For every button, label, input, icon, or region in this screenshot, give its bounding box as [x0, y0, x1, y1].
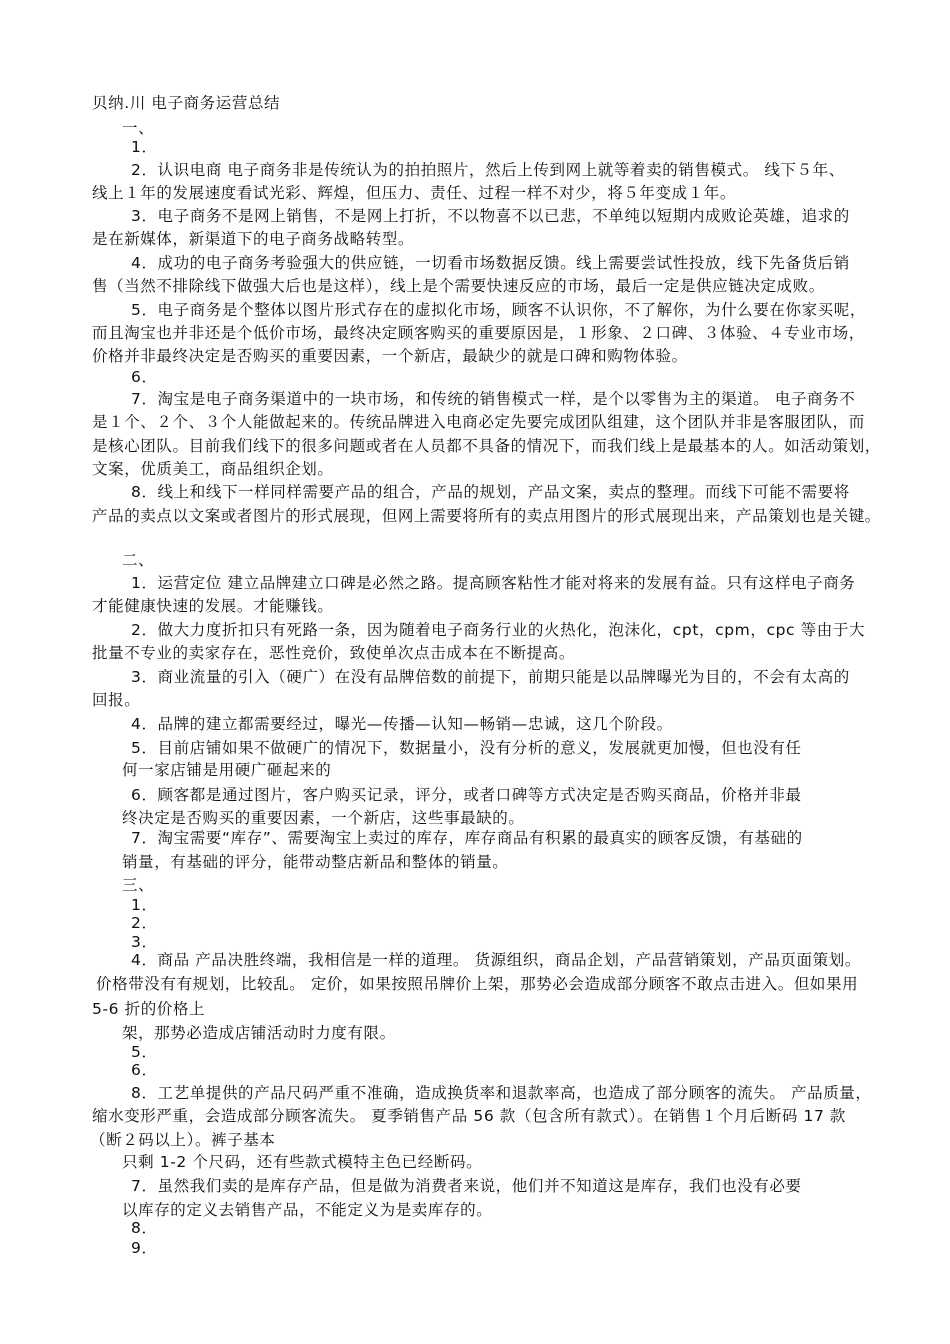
text-line: 3．商业流量的引入（硬广）在没有品牌倍数的前提下，前期只能是以品牌曝光为目的，不会有太高的 — [131, 668, 850, 686]
text-line: 是１个、２个、３个人能做起来的。传统品牌进入电商必定先要完成团队组建，这个团队并非是客服团队，而 — [92, 413, 865, 431]
text-line: 缩水变形严重，会造成部分顾客流失。 夏季销售产品 56 款（包含所有款式）。在销售１个月后断码 17 款 — [92, 1107, 847, 1125]
document-title: 贝纳.川 电子商务运营总结 — [92, 94, 281, 112]
text-line: 6．顾客都是通过图片，客户购买记录，评分，或者口碑等方式决定是否购买商品，价格并非最 — [131, 786, 802, 804]
text-line: 1． — [131, 138, 158, 156]
text-line: 5．电子商务是个整体以图片形式存在的虚拟化市场，顾客不认识你，不了解你，为什么要在你家买呢， — [131, 301, 866, 319]
text-line: 4．成功的电子商务考验强大的供应链，一切看市场数据反馈。线上需要尝试性投放，线下先备货后销 — [131, 254, 850, 272]
text-line: 3． — [131, 933, 158, 951]
text-line: 4．品牌的建立都需要经过，曝光—传播—认知—畅销—忠诚，这几个阶段。 — [131, 715, 673, 733]
section-heading-3: 三、 — [122, 876, 155, 894]
text-line: 是在新媒体，新渠道下的电子商务战略转型。 — [92, 230, 415, 248]
text-line: 7．淘宝需要“库存”、需要淘宝上卖过的库存，库存商品有积累的最真实的顾客反馈，有基础的 — [131, 829, 803, 847]
text-line: 5． — [131, 1043, 158, 1061]
text-line: 以库存的定义去销售产品，不能定义为是卖库存的。 — [122, 1201, 493, 1219]
text-line: 销量，有基础的评分，能带动整店新品和整体的销量。 — [122, 853, 509, 871]
text-line: 9． — [131, 1239, 158, 1257]
text-line: 线上１年的发展速度看试光彩、辉煌，但压力、责任、过程一样不对少，将５年变成１年。 — [92, 184, 737, 202]
text-line: 2．做大力度折扣只有死路一条，因为随着电子商务行业的火热化，泡沫化，cpt，cpm，cpc 等由于大 — [131, 621, 866, 639]
text-line: 才能健康快速的发展。才能赚钱。 — [92, 597, 334, 615]
text-line: 价格带没有有规划，比较乱。 定价，如果按照吊牌价上架，那势必会造成部分顾客不敢点击进入。但如果用 — [96, 975, 859, 993]
text-line: 6． — [131, 1061, 158, 1079]
text-line: 只剩 1-2 个尺码，还有些款式模特主色已经断码。 — [122, 1153, 483, 1171]
text-line: 产品的卖点以文案或者图片的形式展现，但网上需要将所有的卖点用图片的形式展现出来，产品策划也是关键。 — [92, 507, 881, 525]
text-line: 架，那势必造成店铺活动时力度有限。 — [122, 1024, 396, 1042]
text-line: 4．商品 产品决胜终端，我相信是一样的道理。 货源组织，商品企划，产品营销策划，产品页面策划。 — [131, 951, 861, 969]
text-line: 6． — [131, 368, 158, 386]
text-line: 5．目前店铺如果不做硬广的情况下，数据量小，没有分析的意义，发展就更加慢，但也没有任 — [131, 739, 802, 757]
text-line: 2． — [131, 914, 158, 932]
text-line: 7．虽然我们卖的是库存产品，但是做为消费者来说，他们并不知道这是库存，我们也没有必要 — [131, 1177, 802, 1195]
text-line: 价格并非最终决定是否购买的重要因素，一个新店，最缺少的就是口碑和购物体验。 — [92, 347, 688, 365]
text-line: 文案，优质美工，商品组织企划。 — [92, 460, 334, 478]
section-heading-2: 二、 — [122, 551, 155, 569]
text-line: 1． — [131, 896, 158, 914]
text-line: 何一家店铺是用硬广砸起来的 — [122, 761, 332, 779]
text-line: 2．认识电商 电子商务非是传统认为的拍拍照片，然后上传到网上就等着卖的销售模式。 线下５年、 — [131, 161, 845, 179]
text-line: （断２码以上）。裤子基本 — [90, 1131, 276, 1149]
text-line: 终决定是否购买的重要因素，一个新店，这些事最缺的。 — [122, 809, 525, 827]
text-line: 而且淘宝也并非还是个低价市场，最终决定顾客购买的重要原因是，１形象、２口碑、３体验、４专业市场， — [92, 324, 865, 342]
text-line: 5-6 折的价格上 — [92, 1000, 206, 1018]
text-line: 8．工艺单提供的产品尺码严重不准确，造成换货率和退款率高，也造成了部分顾客的流失。 产品质量， — [131, 1084, 872, 1102]
text-line: 3．电子商务不是网上销售，不是网上打折，不以物喜不以已悲，不单纯以短期内成败论英雄，追求的 — [131, 207, 850, 225]
text-line: 1．运营定位 建立品牌建立口碑是必然之路。提高顾客粘性才能对将来的发展有益。只有这样电子商务 — [131, 574, 856, 592]
text-line: 8． — [131, 1219, 158, 1237]
text-line: 批量不专业的卖家存在，恶性竞价，致使单次点击成本在不断提高。 — [92, 644, 576, 662]
text-line: 8．线上和线下一样同样需要产品的组合，产品的规划，产品文案，卖点的整理。而线下可能不需要将 — [131, 483, 850, 501]
section-heading-1: 一、 — [122, 119, 155, 137]
text-line: 7．淘宝是电子商务渠道中的一块市场，和传统的销售模式一样，是个以零售为主的渠道。 电子商务不 — [131, 390, 856, 408]
text-line: 回报。 — [92, 691, 141, 709]
text-line: 售（当然不排除线下做强大后也是这样），线上是个需要快速反应的市场，最后一定是供应链决定成败。 — [92, 277, 825, 295]
text-line: 是核心团队。目前我们线下的很多问题或者在人员都不具备的情况下，而我们线上是最基本的人。如活动策划， — [92, 437, 881, 455]
